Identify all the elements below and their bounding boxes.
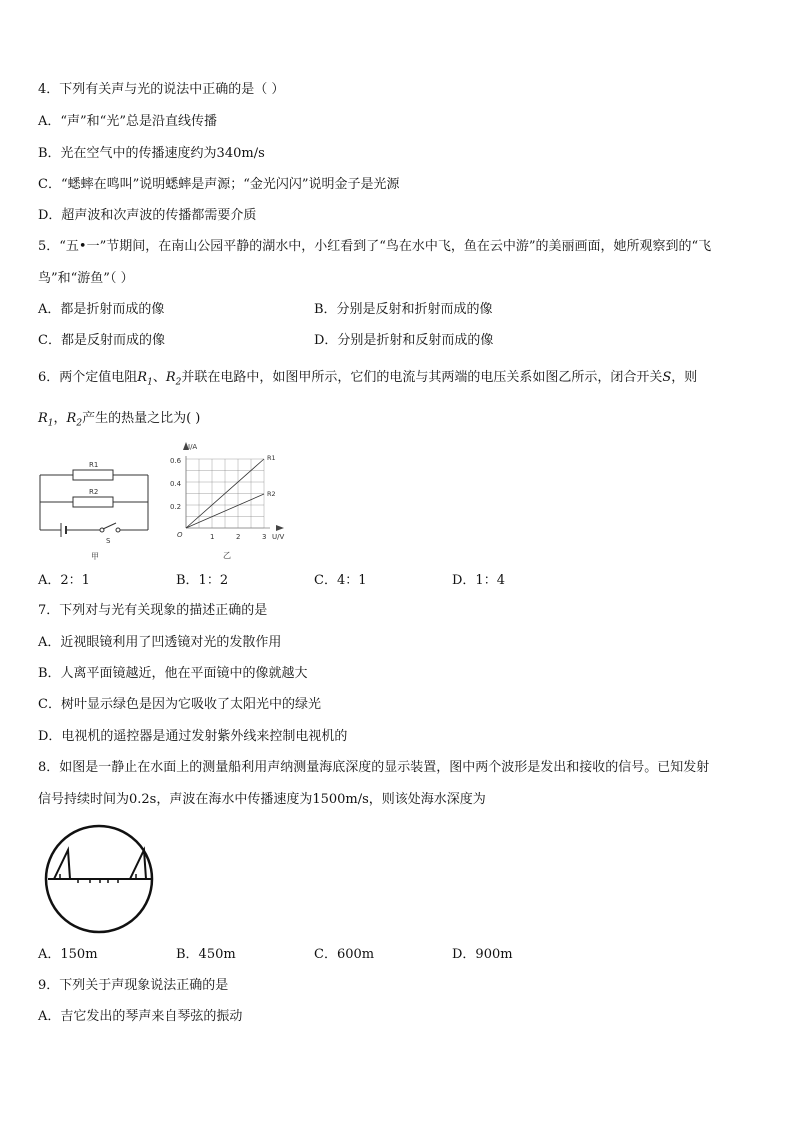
figure-jia-caption: 甲 (91, 552, 99, 561)
q6-option-a: A．2：1 (38, 573, 90, 588)
q6-stem-line1 (38, 369, 697, 392)
y-tick-label: 0.6 (170, 457, 182, 465)
q7-option-b: B．人离平面镜越近，他在平面镜中的像就越大 (38, 666, 308, 681)
q7-option-c: C．树叶显示绿色是因为它吸收了太阳光中的绿光 (38, 697, 321, 712)
q4-stem: 4．下列有关声与光的说法中正确的是（ ） (38, 82, 285, 97)
q7-option-d: D．电视机的遥控器是通过发射紫外线来控制电视机的 (38, 729, 348, 744)
q5-option-d: D．分别是折射和反射而成的像 (314, 333, 494, 348)
q9-stem: 9．下列关于声现象说法正确的是 (38, 978, 229, 993)
q5-option-a: A．都是折射而成的像 (38, 302, 165, 317)
q6-stem-line2: $R_1$，$R_2$产生的热量之比为( ) (38, 411, 201, 429)
r1-symbol: $R_1$ (137, 370, 153, 388)
circuit-r2-label: R2 (89, 488, 99, 496)
q7-stem: 7．下列对与光有关现象的描述正确的是 (38, 603, 268, 618)
q4-option-a: A．“声”和“光”总是沿直线传播 (38, 114, 217, 129)
switch-symbol: S (662, 370, 672, 385)
sonar-display-figure (38, 824, 163, 934)
q6-sep: 、 (152, 370, 166, 385)
x-axis-arrow (276, 525, 284, 531)
r2-symbol: $R_2$ (165, 370, 182, 388)
q8-option-a: A．150m (38, 947, 98, 962)
figure-yi-caption: 乙 (223, 551, 231, 560)
r1-line-label: R1 (267, 454, 276, 462)
emitted-signal-waveform (54, 850, 70, 879)
y-axis-label: I/A (188, 443, 198, 451)
q5-option-c: C．都是反射而成的像 (38, 333, 165, 348)
q6-option-d: D．1：4 (452, 573, 505, 588)
q5-option-b: B．分别是反射和折射而成的像 (314, 302, 493, 317)
origin-label: O (177, 531, 183, 539)
y-tick-label: 0.2 (170, 503, 182, 511)
circuit-switch-label: S (106, 537, 111, 545)
x-tick-label: 3 (262, 533, 267, 541)
q8-option-c: C．600m (314, 947, 375, 962)
q8-stem-line1: 8．如图是一静止在水面上的测量船利用声纳测量海底深度的显示装置，图中两个波形是发出和接收的信号。已知发射 (38, 760, 710, 775)
iu-graph-yi (166, 440, 296, 565)
x-axis-label: U/V (272, 533, 285, 541)
q8-option-d: D．900m (452, 947, 513, 962)
q6-option-c: C．4：1 (314, 573, 367, 588)
r2-line-label: R2 (267, 490, 276, 498)
q8-stem-line2: 信号持续时间为0.2s，声波在海水中传播速度为1500m/s，则该处海水深度为 (38, 792, 486, 807)
q9-option-a: A．吉它发出的琴声来自琴弦的振动 (38, 1009, 243, 1024)
x-tick-label: 2 (236, 533, 241, 541)
q6-stem-part2: 并联在电路中，如图甲所示，它们的电流与其两端的电压关系如图乙所示，闭合开关 (181, 370, 663, 385)
q6-option-b: B．1：2 (176, 573, 229, 588)
y-tick-label: 0.4 (170, 480, 182, 488)
received-signal-waveform (130, 850, 146, 879)
x-tick-label: 1 (210, 533, 215, 541)
q6-stem-part1: 6．两个定值电阻 (38, 370, 138, 385)
q6-stem-part3: ，则 (671, 370, 698, 385)
q4-option-d: D．超声波和次声波的传播都需要介质 (38, 208, 257, 223)
q4-option-c: C．“蟋蟀在鸣叫”说明蟋蟀是声源；“金光闪闪”说明金子是光源 (38, 177, 400, 192)
q7-option-a: A．近视眼镜利用了凹透镜对光的发散作用 (38, 635, 282, 650)
q5-stem-line1: 5．“五•一”节期间，在南山公园平静的湖水中，小红看到了“鸟在水中飞，鱼在云中游”的美丽画面，她所观察到的“飞 (38, 239, 712, 254)
q8-option-b: B．450m (176, 947, 236, 962)
q5-stem-line2: 鸟”和“游鱼”（ ） (38, 271, 134, 286)
q4-option-b: B．光在空气中的传播速度约为340m/s (38, 146, 265, 161)
circuit-diagram-jia (36, 455, 156, 565)
circuit-r1-label: R1 (89, 461, 99, 469)
